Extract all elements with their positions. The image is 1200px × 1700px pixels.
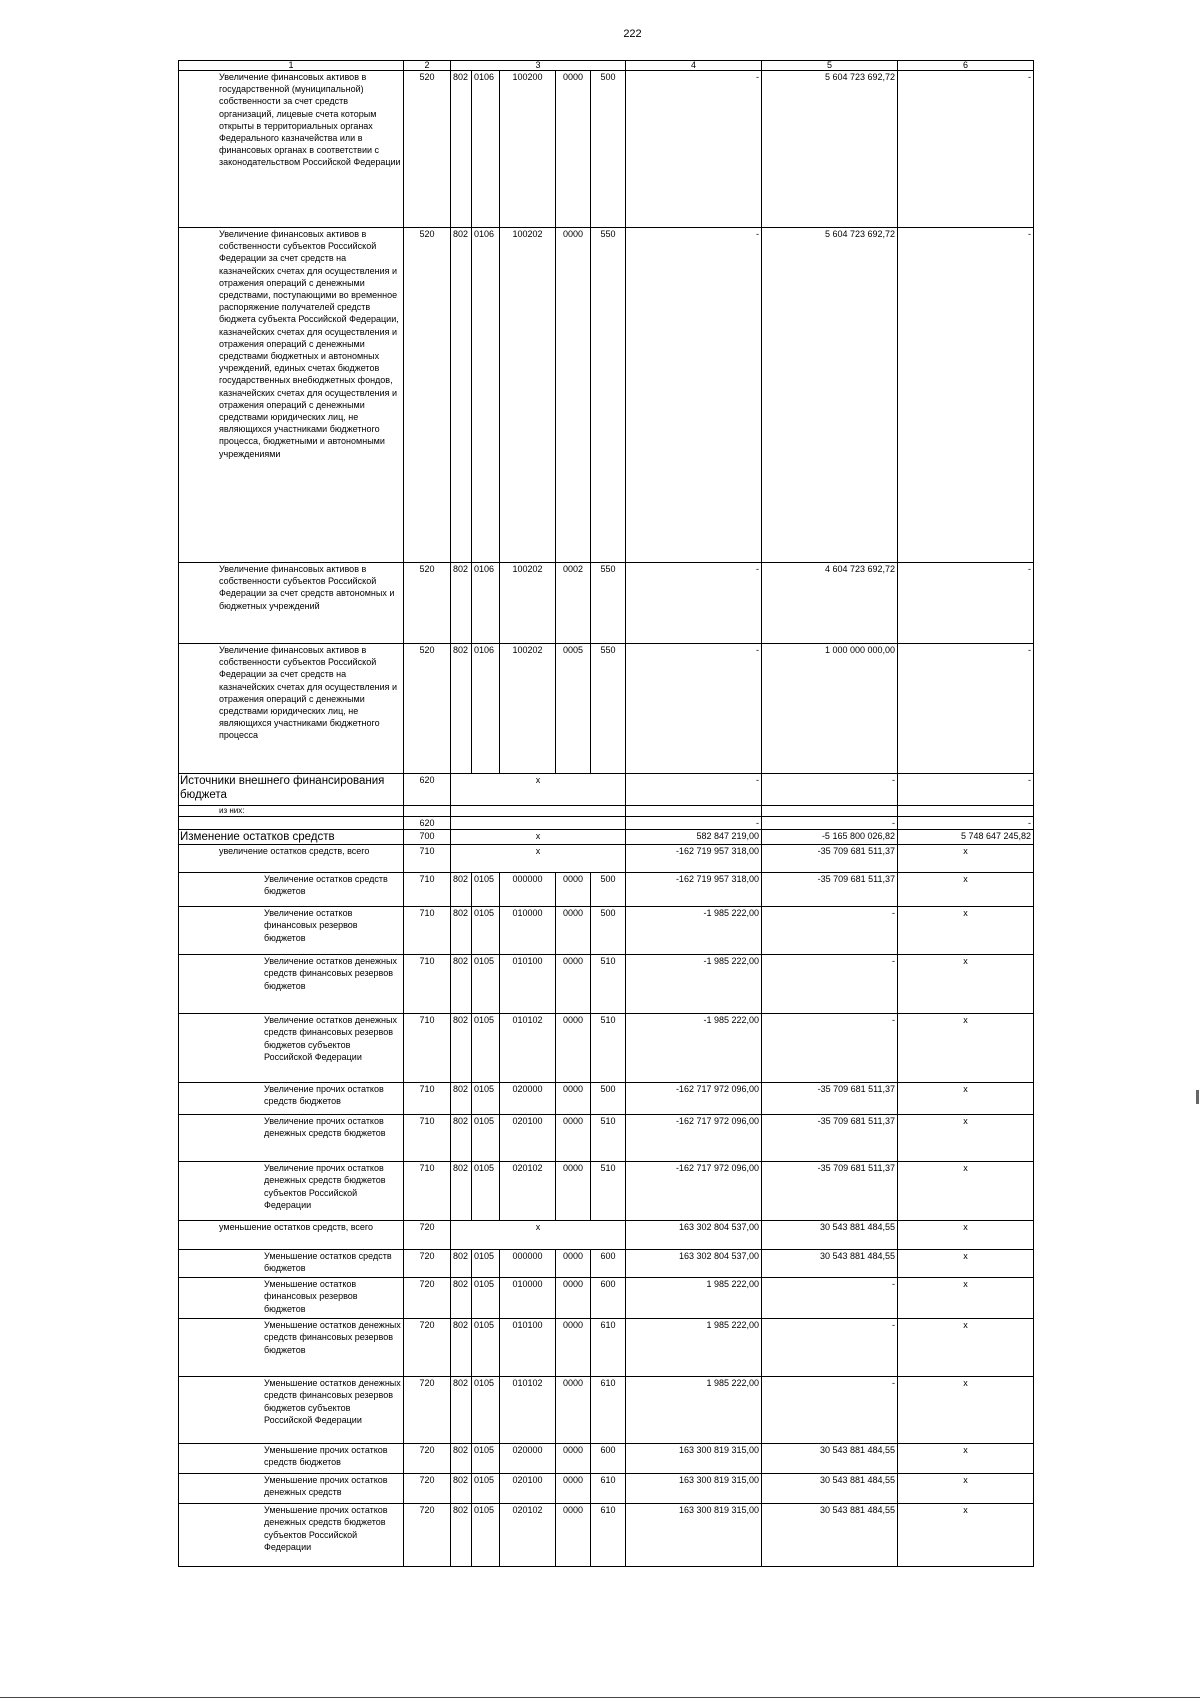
code-program: 0000 [556, 1250, 591, 1278]
code-program: 0000 [556, 1319, 591, 1377]
line-code: 720 [404, 1278, 451, 1319]
unexecuted-amount: - [898, 774, 1034, 806]
executed-amount: -35 709 681 511,37 [762, 845, 898, 873]
line-code: 720 [404, 1319, 451, 1377]
approved-amount: 582 847 219,00 [626, 830, 762, 845]
column-number-row [179, 61, 1034, 71]
executed-amount: - [762, 907, 898, 955]
approved-amount: 163 300 819 315,00 [626, 1474, 762, 1504]
column-number: 2 [404, 61, 451, 71]
table-row [179, 563, 1034, 644]
code-program: 0000 [556, 1162, 591, 1221]
row-name: Уменьшение остатков денежных средств финансовых резервов бюджетов субъектов Российской Федерации [179, 1377, 404, 1444]
table-row [179, 873, 1034, 907]
row-name: Увеличение остатков средств бюджетов [179, 873, 404, 907]
row-name: Увеличение прочих остатков денежных средств бюджетов субъектов Российской Федерации [179, 1162, 404, 1221]
unexecuted-amount: x [898, 1278, 1034, 1319]
table-row [179, 774, 1034, 806]
unexecuted-amount: x [898, 1162, 1034, 1221]
code-program: 0000 [556, 1504, 591, 1567]
code-program: 0000 [556, 71, 591, 228]
unexecuted-amount: x [898, 845, 1034, 873]
row-name: Уменьшение остатков финансовых резервов бюджетов [179, 1278, 404, 1319]
code-program: 0000 [556, 1014, 591, 1083]
code-admin: 802 [451, 1278, 472, 1319]
code-kind: 500 [591, 1083, 626, 1115]
line-code: 710 [404, 873, 451, 907]
line-code: 620 [404, 817, 451, 830]
code-kind: 550 [591, 228, 626, 563]
code-item: 020100 [500, 1115, 556, 1162]
code-group: 0105 [472, 1444, 500, 1474]
approved-amount: 163 300 819 315,00 [626, 1444, 762, 1474]
code-program: 0000 [556, 1444, 591, 1474]
unexecuted-amount: x [898, 1250, 1034, 1278]
line-code: 520 [404, 228, 451, 563]
row-name: Уменьшение остатков денежных средств финансовых резервов бюджетов [179, 1319, 404, 1377]
unexecuted-amount: x [898, 1014, 1034, 1083]
executed-amount: - [762, 1014, 898, 1083]
unexecuted-amount: - [898, 817, 1034, 830]
code-group: 0105 [472, 1474, 500, 1504]
code-kind: 610 [591, 1319, 626, 1377]
column-number: 6 [898, 61, 1034, 71]
code-group: 0105 [472, 907, 500, 955]
table-row [179, 806, 1034, 817]
code-admin: 802 [451, 1250, 472, 1278]
table-row [179, 1444, 1034, 1474]
line-code: 720 [404, 1504, 451, 1567]
code-kind: 550 [591, 563, 626, 644]
table-row [179, 830, 1034, 845]
approved-amount: - [626, 563, 762, 644]
code-program: 0000 [556, 1377, 591, 1444]
table-row [179, 1377, 1034, 1444]
executed-amount: 30 543 881 484,55 [762, 1444, 898, 1474]
code-kind: 510 [591, 955, 626, 1014]
code-program: 0000 [556, 955, 591, 1014]
table-row [179, 1115, 1034, 1162]
code-group: 0105 [472, 1377, 500, 1444]
row-name: Уменьшение прочих остатков денежных средств [179, 1474, 404, 1504]
code-group: 0105 [472, 1278, 500, 1319]
code-item: 010102 [500, 1014, 556, 1083]
table-row [179, 845, 1034, 873]
code-cross [451, 817, 626, 830]
code-kind: 610 [591, 1377, 626, 1444]
code-admin: 802 [451, 907, 472, 955]
code-admin: 802 [451, 1504, 472, 1567]
column-number: 4 [626, 61, 762, 71]
executed-amount: -35 709 681 511,37 [762, 1162, 898, 1221]
code-kind: 500 [591, 873, 626, 907]
table-row [179, 955, 1034, 1014]
code-admin: 802 [451, 644, 472, 774]
code-item: 010100 [500, 1319, 556, 1377]
row-name: Увеличение остатков денежных средств финансовых резервов бюджетов субъектов Российской Федерации [179, 1014, 404, 1083]
code-admin: 802 [451, 1115, 472, 1162]
approved-amount: -162 717 972 096,00 [626, 1162, 762, 1221]
executed-amount: 5 604 723 692,72 [762, 71, 898, 228]
table-row [179, 1504, 1034, 1567]
row-name: Увеличение остатков денежных средств финансовых резервов бюджетов [179, 955, 404, 1014]
code-item: 010000 [500, 1278, 556, 1319]
code-group: 0105 [472, 955, 500, 1014]
code-program: 0000 [556, 1083, 591, 1115]
code-item: 020100 [500, 1474, 556, 1504]
code-admin: 802 [451, 563, 472, 644]
code-admin: 802 [451, 228, 472, 563]
row-name: из них: [179, 806, 404, 817]
line-code: 620 [404, 774, 451, 806]
row-name: Увеличение остатков финансовых резервов бюджетов [179, 907, 404, 955]
page-number: 222 [623, 28, 642, 40]
row-name: Уменьшение остатков средств бюджетов [179, 1250, 404, 1278]
row-name: Увеличение финансовых активов в собственности субъектов Российской Федерации за счет средств на казначейских счетах для осуществления и отражения операций с денежными средствами юридических лиц, не являющихся участниками бюджетного процесса [179, 644, 404, 774]
code-item: 020000 [500, 1083, 556, 1115]
unexecuted-amount: - [898, 71, 1034, 228]
executed-amount: 5 604 723 692,72 [762, 228, 898, 563]
code-kind: 610 [591, 1504, 626, 1567]
code-kind: 600 [591, 1444, 626, 1474]
line-code: 710 [404, 1014, 451, 1083]
approved-amount [626, 806, 762, 817]
unexecuted-amount: 5 748 647 245,82 [898, 830, 1034, 845]
code-kind: 600 [591, 1250, 626, 1278]
line-code: 720 [404, 1377, 451, 1444]
code-admin: 802 [451, 1474, 472, 1504]
code-item: 100202 [500, 644, 556, 774]
row-name: Увеличение финансовых активов в государственной (муниципальной) собственности за счет средств организаций, лицевые счета которым открыты в территориальных органах Федерального казначейства или в финансовых органах в соответствии с законодательством Российской Федерации [179, 71, 404, 228]
unexecuted-amount: x [898, 1444, 1034, 1474]
code-group: 0106 [472, 644, 500, 774]
executed-amount: - [762, 1278, 898, 1319]
code-admin: 802 [451, 1162, 472, 1221]
row-name: Увеличение прочих остатков денежных средств бюджетов [179, 1115, 404, 1162]
unexecuted-amount: x [898, 873, 1034, 907]
approved-amount: -162 719 957 318,00 [626, 873, 762, 907]
column-number: 3 [451, 61, 626, 71]
approved-amount: -1 985 222,00 [626, 1014, 762, 1083]
table-row [179, 71, 1034, 228]
line-code [404, 806, 451, 817]
table-row [179, 817, 1034, 830]
approved-amount: 163 302 804 537,00 [626, 1221, 762, 1250]
row-name: Уменьшение прочих остатков средств бюджетов [179, 1444, 404, 1474]
unexecuted-amount: x [898, 1221, 1034, 1250]
code-item: 010100 [500, 955, 556, 1014]
line-code: 710 [404, 1162, 451, 1221]
approved-amount: - [626, 774, 762, 806]
executed-amount: -35 709 681 511,37 [762, 873, 898, 907]
executed-amount: - [762, 955, 898, 1014]
code-admin: 802 [451, 955, 472, 1014]
table-row [179, 1278, 1034, 1319]
table-row [179, 1083, 1034, 1115]
code-admin: 802 [451, 1083, 472, 1115]
table-row [179, 1474, 1034, 1504]
code-admin: 802 [451, 1377, 472, 1444]
code-item: 100202 [500, 228, 556, 563]
table-row [179, 1162, 1034, 1221]
line-code: 520 [404, 71, 451, 228]
executed-amount: 4 604 723 692,72 [762, 563, 898, 644]
row-name: Увеличение прочих остатков средств бюджетов [179, 1083, 404, 1115]
table-row [179, 228, 1034, 563]
line-code: 710 [404, 955, 451, 1014]
code-cross: x [451, 845, 626, 873]
approved-amount: -162 717 972 096,00 [626, 1083, 762, 1115]
unexecuted-amount: x [898, 1115, 1034, 1162]
code-kind: 600 [591, 1278, 626, 1319]
unexecuted-amount: x [898, 907, 1034, 955]
code-admin: 802 [451, 873, 472, 907]
budget-sources-table [178, 60, 1034, 1567]
approved-amount: -162 717 972 096,00 [626, 1115, 762, 1162]
executed-amount: -5 165 800 026,82 [762, 830, 898, 845]
row-name: Уменьшение прочих остатков денежных средств бюджетов субъектов Российской Федерации [179, 1504, 404, 1567]
code-item: 010102 [500, 1377, 556, 1444]
executed-amount [762, 806, 898, 817]
code-group: 0105 [472, 1115, 500, 1162]
code-program: 0002 [556, 563, 591, 644]
code-cross: x [451, 774, 626, 806]
column-number: 5 [762, 61, 898, 71]
approved-amount: - [626, 644, 762, 774]
executed-amount: - [762, 817, 898, 830]
executed-amount: - [762, 774, 898, 806]
unexecuted-amount: x [898, 1474, 1034, 1504]
unexecuted-amount: x [898, 955, 1034, 1014]
approved-amount: -1 985 222,00 [626, 955, 762, 1014]
code-group: 0106 [472, 228, 500, 563]
code-program: 0005 [556, 644, 591, 774]
code-group: 0106 [472, 563, 500, 644]
line-code: 700 [404, 830, 451, 845]
unexecuted-amount: - [898, 563, 1034, 644]
code-item: 100200 [500, 71, 556, 228]
code-group: 0106 [472, 71, 500, 228]
code-cross [451, 806, 626, 817]
executed-amount: 30 543 881 484,55 [762, 1250, 898, 1278]
code-group: 0105 [472, 1504, 500, 1567]
code-item: 020102 [500, 1162, 556, 1221]
code-item: 010000 [500, 907, 556, 955]
code-kind: 510 [591, 1162, 626, 1221]
line-code: 720 [404, 1474, 451, 1504]
scan-artifact-line [0, 1697, 1200, 1698]
line-code: 720 [404, 1444, 451, 1474]
table-row [179, 907, 1034, 955]
line-code: 720 [404, 1221, 451, 1250]
executed-amount: 30 543 881 484,55 [762, 1504, 898, 1567]
row-name: Увеличение финансовых активов в собственности субъектов Российской Федерации за счет средств автономных и бюджетных учреждений [179, 563, 404, 644]
code-program: 0000 [556, 1115, 591, 1162]
row-name: увеличение остатков средств, всего [179, 845, 404, 873]
code-program: 0000 [556, 873, 591, 907]
code-program: 0000 [556, 907, 591, 955]
code-group: 0105 [472, 1319, 500, 1377]
scan-artifact-mark [1196, 1090, 1199, 1104]
code-item: 000000 [500, 873, 556, 907]
code-group: 0105 [472, 873, 500, 907]
line-code: 520 [404, 644, 451, 774]
code-kind: 500 [591, 71, 626, 228]
unexecuted-amount: x [898, 1504, 1034, 1567]
code-group: 0105 [472, 1014, 500, 1083]
code-cross: x [451, 830, 626, 845]
approved-amount: 163 300 819 315,00 [626, 1504, 762, 1567]
approved-amount: -162 719 957 318,00 [626, 845, 762, 873]
code-item: 020000 [500, 1444, 556, 1474]
code-admin: 802 [451, 71, 472, 228]
table-row [179, 644, 1034, 774]
row-name: Источники внешнего финансирования бюджета [179, 774, 404, 806]
line-code: 520 [404, 563, 451, 644]
code-item: 020102 [500, 1504, 556, 1567]
code-kind: 500 [591, 907, 626, 955]
approved-amount: - [626, 817, 762, 830]
unexecuted-amount: x [898, 1319, 1034, 1377]
row-name: Изменение остатков средств [179, 830, 404, 845]
line-code: 710 [404, 1115, 451, 1162]
approved-amount: -1 985 222,00 [626, 907, 762, 955]
executed-amount: - [762, 1319, 898, 1377]
code-item: 000000 [500, 1250, 556, 1278]
code-program: 0000 [556, 1474, 591, 1504]
executed-amount: 1 000 000 000,00 [762, 644, 898, 774]
code-cross: x [451, 1221, 626, 1250]
table-row [179, 1221, 1034, 1250]
approved-amount: - [626, 71, 762, 228]
code-kind: 510 [591, 1115, 626, 1162]
unexecuted-amount: x [898, 1377, 1034, 1444]
code-group: 0105 [472, 1083, 500, 1115]
approved-amount: 1 985 222,00 [626, 1278, 762, 1319]
approved-amount: 163 302 804 537,00 [626, 1250, 762, 1278]
line-code: 710 [404, 1083, 451, 1115]
table-row [179, 1319, 1034, 1377]
code-admin: 802 [451, 1319, 472, 1377]
row-name [179, 817, 404, 830]
row-name: Увеличение финансовых активов в собственности субъектов Российской Федерации за счет средств на казначейских счетах для осуществления и отражения операций с денежными средствами, поступающими во временное распоряжение получателей средств бюджета субъекта Российской Федерации, казначейских счетах для осуществления и отражения операций с денежными средствами бюджетных и автономных учреждений, единых счетах бюджетов государственных внебюджетных фондов, казначейских счетах для осуществления и отражения операций с денежными средствами юридических лиц, не являющихся участниками бюджетного процесса, бюджетными и автономными учреждениями [179, 228, 404, 563]
column-number: 1 [179, 61, 404, 71]
table-row [179, 1250, 1034, 1278]
unexecuted-amount: x [898, 1083, 1034, 1115]
row-name: уменьшение остатков средств, всего [179, 1221, 404, 1250]
unexecuted-amount: - [898, 644, 1034, 774]
executed-amount: 30 543 881 484,55 [762, 1474, 898, 1504]
line-code: 720 [404, 1250, 451, 1278]
code-program: 0000 [556, 1278, 591, 1319]
code-group: 0105 [472, 1162, 500, 1221]
approved-amount: 1 985 222,00 [626, 1377, 762, 1444]
code-kind: 510 [591, 1014, 626, 1083]
executed-amount: - [762, 1377, 898, 1444]
line-code: 710 [404, 845, 451, 873]
code-group: 0105 [472, 1250, 500, 1278]
code-admin: 802 [451, 1014, 472, 1083]
unexecuted-amount: - [898, 228, 1034, 563]
approved-amount: 1 985 222,00 [626, 1319, 762, 1377]
code-kind: 610 [591, 1474, 626, 1504]
code-item: 100202 [500, 563, 556, 644]
code-program: 0000 [556, 228, 591, 563]
line-code: 710 [404, 907, 451, 955]
code-kind: 550 [591, 644, 626, 774]
executed-amount: 30 543 881 484,55 [762, 1221, 898, 1250]
executed-amount: -35 709 681 511,37 [762, 1083, 898, 1115]
executed-amount: -35 709 681 511,37 [762, 1115, 898, 1162]
unexecuted-amount [898, 806, 1034, 817]
table-row [179, 1014, 1034, 1083]
approved-amount: - [626, 228, 762, 563]
code-admin: 802 [451, 1444, 472, 1474]
